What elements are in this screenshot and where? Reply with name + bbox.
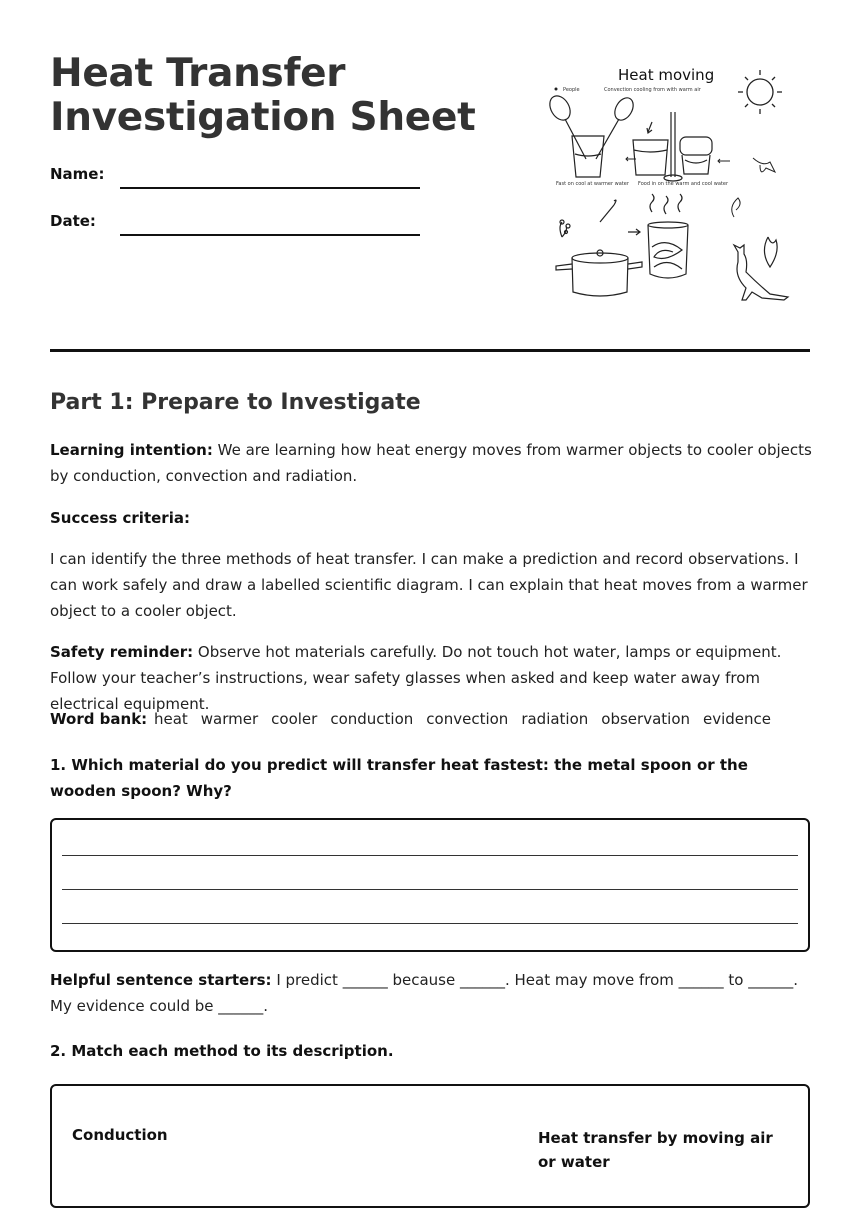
safety-reminder-label: Safety reminder:	[50, 643, 194, 661]
caption-top-right: Convection cooling from with warm air	[604, 87, 701, 93]
name-label: Name:	[50, 165, 105, 183]
word-bank-item: heat	[153, 710, 188, 728]
success-criteria-heading: Success criteria:	[50, 509, 190, 527]
name-field[interactable]	[120, 187, 420, 189]
learning-intention-label: Learning intention:	[50, 441, 213, 459]
word-bank	[50, 706, 815, 732]
question-2: 2. Match each method to its description.	[50, 1042, 394, 1060]
leaf-icon	[732, 198, 740, 217]
caption-left: Fast on cool at warmer water	[556, 181, 629, 187]
match-term-conduction[interactable]: Conduction	[72, 1126, 168, 1144]
match-description[interactable]: Heat transfer by moving air or water	[538, 1129, 773, 1171]
learning-intention-text: We are learning how heat energy moves from warmer objects to cooler objects by conduction, convection and radiation.	[50, 441, 812, 485]
matching-box	[50, 1084, 810, 1208]
sentence-starters-label: Helpful sentence starters:	[50, 971, 272, 989]
part1-heading: Part 1: Prepare to Investigate	[50, 390, 421, 415]
date-field[interactable]	[120, 234, 420, 236]
word-bank-label: Word bank:	[50, 710, 148, 728]
beaker-convection-icon	[648, 194, 688, 278]
word-bank-item: convection	[426, 710, 509, 728]
lidded-jar-icon	[680, 137, 712, 174]
glass-with-spoons-icon	[548, 92, 637, 177]
sentence-starters	[50, 967, 815, 1019]
page-title	[50, 52, 475, 140]
word-bank-item: radiation	[521, 710, 589, 728]
word-bank-item: cooler	[271, 710, 318, 728]
bird-icon	[753, 158, 775, 172]
success-criteria-label	[50, 505, 815, 531]
question-1: 1. Which material do you predict will transfer heat fastest: the metal spoon or the wooden spoon? Why?	[50, 756, 748, 800]
learning-intention	[50, 437, 815, 489]
word-bank-item: warmer	[200, 710, 259, 728]
heat-moving-illustration	[548, 62, 798, 312]
match-icon	[600, 200, 640, 235]
date-label: Date:	[50, 212, 96, 230]
kangaroo-icon	[734, 237, 788, 300]
answer-line[interactable]	[62, 923, 798, 924]
question-1-answer-box[interactable]	[50, 818, 810, 952]
answer-line[interactable]	[62, 889, 798, 890]
illustration-title: Heat moving	[618, 66, 715, 84]
word-bank-item: evidence	[703, 710, 772, 728]
caption-top-left: People	[563, 87, 580, 93]
sun-icon	[738, 70, 782, 114]
caption-right: Food in on the warm and cool water	[638, 181, 729, 187]
word-bank-item: conduction	[330, 710, 414, 728]
stand-icon	[664, 112, 682, 181]
title-line-1: Heat Transfer	[50, 51, 346, 96]
title-line-2: Investigation Sheet	[50, 95, 476, 140]
answer-line[interactable]	[62, 855, 798, 856]
word-bank-item: observation	[601, 710, 691, 728]
safety-reminder-text: Observe hot materials carefully. Do not touch hot water, lamps or equipment. Follow your teacher’s instructions, wear safety glasses when asked and keep water away from electrical equipment.	[50, 643, 782, 713]
header-divider	[50, 349, 810, 352]
sentence-starters-text: I predict ______ because ______. Heat may move from ______ to ______. My evidence could be ______.	[50, 971, 799, 1015]
cup-icon	[633, 122, 668, 175]
success-criteria-text: I can identify the three methods of heat transfer. I can make a prediction and record observations. I can work safely and draw a labelled scientific diagram. I can explain that heat moves from a warmer object to a cooler object.	[50, 550, 808, 620]
